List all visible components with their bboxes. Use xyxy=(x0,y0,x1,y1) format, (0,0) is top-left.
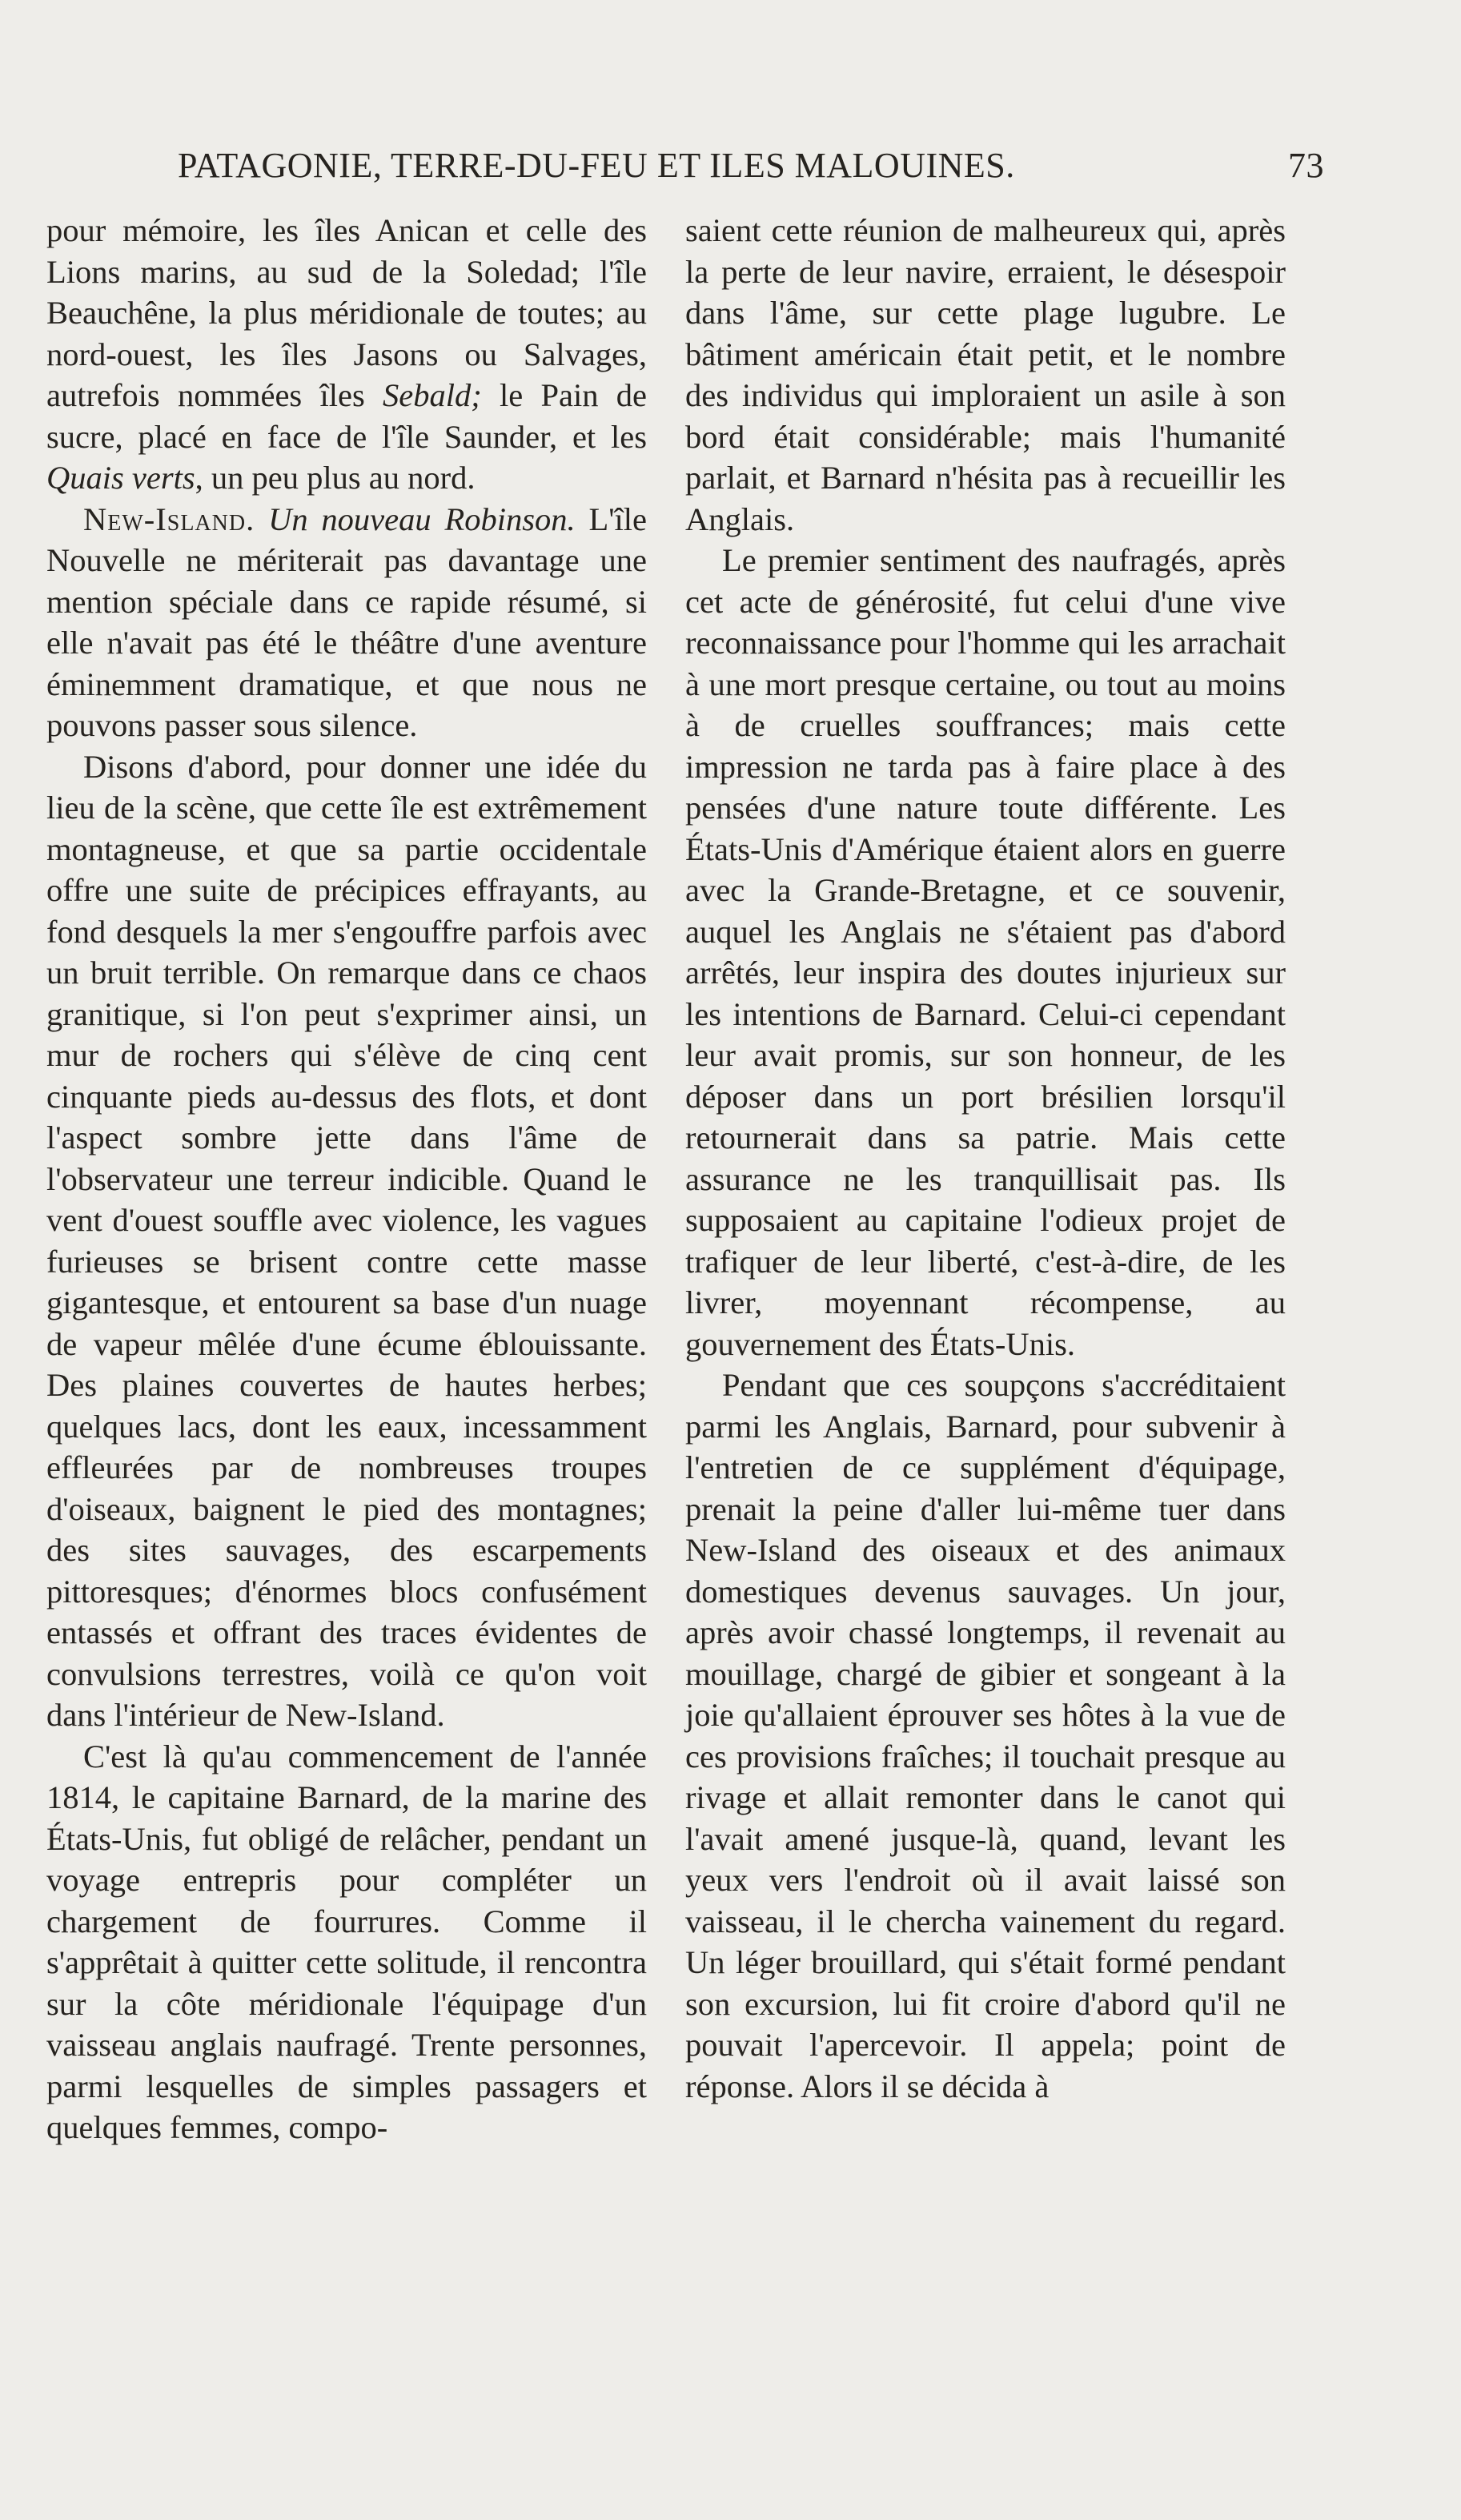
text-run: L'île Nouvelle ne mériterait pas davantage une mention spéciale dans ce rapide résumé, si elle n'avait pas été le théâtre d'une aventure éminemment dramatique, et que nous ne pouvons passer sous silence. xyxy=(46,500,647,743)
running-header xyxy=(178,138,1324,194)
section-subtitle: Un nouveau Robinson. xyxy=(268,500,576,537)
paragraph: Disons d'abord, pour donner une idée du lieu de la scène, que cette île est extrêmement montagneuse, et que sa partie occidentale offre une suite de précipices effrayants, au fond desquels la mer s'engouffre parfois avec un bruit terrible. On remarque dans ce chaos granitique, si l'on peut s'exprimer ainsi, un mur de rochers qui s'élève de cinq cent cinquante pieds au-dessus des flots, et dont l'aspect sombre jette dans l'âme de l'observateur une terreur indicible. Quand le vent d'ouest souffle avec violence, les vagues furieuses se brisent contre cette masse gigantesque, et entourent sa base d'un nuage de vapeur mêlée d'une écume éblouissante. Des plaines couvertes de hautes herbes; quelques lacs, dont les eaux, incessamment effleurées par de nombreuses troupes d'oiseaux, baignent le pied des montagnes; des sites sauvages, des escarpements pittoresques; d'énormes blocs confusément entassés et offrant des traces évidentes de convulsions terrestres, voilà ce qu'on voit dans l'intérieur de New-Island. xyxy=(46,748,647,1733)
paragraph xyxy=(46,210,647,499)
page-number: 73 xyxy=(1288,146,1324,185)
paragraph: C'est là qu'au commencement de l'année 1814, le capitaine Barnard, de la marine des États-Unis, fut obligé de relâcher, pendant un voyage entrepris pour compléter un chargement de fourrures. Comme il s'apprêtait à quitter cette solitude, il rencontra sur la côte méridionale l'équipage d'un vaisseau anglais naufragé. Trente personnes, parmi lesquelles de simples passagers et quelques femmes, compo- xyxy=(46,1738,647,2145)
paragraph: Le premier sentiment des naufragés, après cet acte de générosité, fut celui d'une vive reconnaissance pour l'homme qui les arrachait à une mort presque certaine, ou tout au moins à de cruelles souffrances; mais cette impression ne tarda pas à faire place à des pensées d'une nature toute différente. Les États-Unis d'Amérique étaient alors en guerre avec la Grande-Bretagne, et ce souvenir, auquel les Anglais ne s'étaient pas d'abord arrêtés, leur inspira des doutes injurieux sur les intentions de Barnard. Celui-ci cependant leur avait promis, sur son honneur, de les déposer dans un port brésilien lorsqu'il retournerait dans sa patrie. Mais cette assurance ne les tranquillisait pas. Ils supposaient au capitaine l'odieux projet de trafiquer de leur liberté, c'est-à-dire, de les livrer, moyennant récompense, au gouvernement des États-Unis. xyxy=(685,542,1286,1362)
running-title: PATAGONIE, TERRE-DU-FEU ET ILES MALOUINES. xyxy=(178,146,1015,185)
text-run: , un peu plus au nord. xyxy=(195,460,476,496)
paragraph: saient cette réunion de malheureux qui, après la perte de leur navire, erraient, le désespoir dans l'âme, sur cette plage lugubre. Le bâtiment américain était petit, et le nombre des individus qui imploraient un asile à son bord était considérable; mais l'humanité parlait, et Barnard n'hésita pas à recueillir les Anglais. xyxy=(685,212,1286,537)
paragraph xyxy=(46,499,647,746)
text-run: pour mémoire, les îles Anican et celle des Lions marins, au sud de la Soledad; l'île Beauchêne, la plus méridionale de toutes; au nord-ouest, les îles Jasons ou Salvages, autrefois nommées îles xyxy=(46,212,647,413)
left-column xyxy=(46,210,647,2148)
italic-text: Sebald; xyxy=(382,377,482,413)
paragraph: Pendant que ces soupçons s'accréditaient parmi les Anglais, Barnard, pour subvenir à l'entretien de ce supplément d'équipage, prenait la peine d'aller lui-même tuer dans New-Island des oiseaux et des animaux domestiques devenus sauvages. Un jour, après avoir chassé longtemps, il revenait au mouillage, chargé de gibier et songeant à la joie qu'allaient éprouver ses hôtes à la vue de ces provisions fraîches; il touchait presque au rivage et allait remonter dans le canot qui l'avait amené jusque-là, quand, levant les yeux vers l'endroit où il avait laissé son vaisseau, il le chercha vainement du regard. Un léger brouillard, qui s'était formé pendant son excursion, lui fit croire d'abord qu'il ne pouvait l'apercevoir. Il appela; point de réponse. Alors il se décida à xyxy=(685,1367,1286,2104)
right-column xyxy=(685,210,1286,2107)
text-run: le Pain de sucre, placé en face de l'île Saunder, et les xyxy=(46,377,647,455)
section-heading: New-Island. xyxy=(83,500,255,537)
italic-text: Quais verts xyxy=(46,460,195,496)
